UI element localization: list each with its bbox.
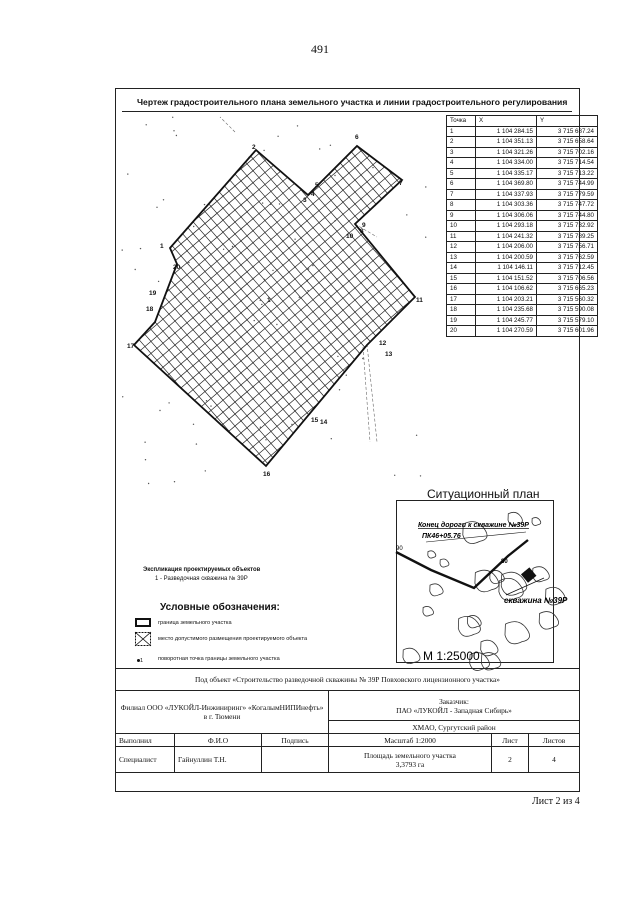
coordinates-row bbox=[447, 126, 598, 137]
coordinates-cell-y: 3 715 658.64 bbox=[537, 137, 598, 148]
coordinates-cell-y: 3 715 590.08 bbox=[537, 305, 598, 316]
situation-scale: М 1:25000 bbox=[423, 649, 480, 663]
coordinates-row bbox=[447, 189, 598, 200]
coordinates-cell-x: 1 104 146.11 bbox=[476, 263, 537, 274]
coordinates-cell-x: 1 104 200.59 bbox=[476, 252, 537, 263]
coordinates-cell-y: 3 715 747.72 bbox=[537, 200, 598, 211]
coordinates-cell-point: 17 bbox=[447, 294, 476, 305]
coordinates-cell-point: 15 bbox=[447, 273, 476, 284]
road-end-label: Конец дороги к скважине №39Р bbox=[418, 522, 529, 529]
coordinates-cell-y: 3 715 714.54 bbox=[537, 158, 598, 169]
coordinates-cell-x: 1 104 335.17 bbox=[476, 168, 537, 179]
stamp-col-sheet: Лист bbox=[492, 734, 529, 747]
explication-title: Экспликация проектируемых объектов bbox=[143, 567, 261, 573]
header-y: Y bbox=[537, 116, 598, 127]
point-label: 4 bbox=[311, 191, 315, 198]
coordinates-cell-x: 1 104 293.18 bbox=[476, 221, 537, 232]
coordinates-cell-point: 12 bbox=[447, 242, 476, 253]
point-label: 11 bbox=[416, 297, 423, 304]
coordinates-row bbox=[447, 273, 598, 284]
stamp-customer-name: ПАО «ЛУКОЙЛ - Западная Сибирь» bbox=[396, 705, 512, 715]
header-x: X bbox=[476, 116, 537, 127]
coordinates-cell-y: 3 715 779.59 bbox=[537, 189, 598, 200]
coordinates-cell-y: 3 715 706.56 bbox=[537, 273, 598, 284]
legend-point-label: поворотная точка границы земельного участка bbox=[158, 656, 280, 662]
coordinates-cell-point: 16 bbox=[447, 284, 476, 295]
coordinates-cell-point: 6 bbox=[447, 179, 476, 190]
coordinates-cell-point: 1 bbox=[447, 126, 476, 137]
coordinates-cell-y: 3 715 702.16 bbox=[537, 147, 598, 158]
coordinates-cell-point: 2 bbox=[447, 137, 476, 148]
legend-point-marker: 1 bbox=[140, 658, 144, 664]
coordinates-cell-y: 3 715 732.92 bbox=[537, 221, 598, 232]
stamp-signature bbox=[262, 747, 329, 773]
coordinates-cell-point: 13 bbox=[447, 252, 476, 263]
legend-boundary-label: граница земельного участка bbox=[158, 620, 232, 626]
coordinates-cell-y: 3 715 744.80 bbox=[537, 210, 598, 221]
coordinates-cell-x: 1 104 241.32 bbox=[476, 231, 537, 242]
coordinates-table bbox=[446, 115, 598, 337]
point-label: 9 bbox=[362, 222, 366, 229]
coordinates-row bbox=[447, 231, 598, 242]
coordinates-cell-y: 3 715 665.23 bbox=[537, 284, 598, 295]
coordinates-cell-y: 3 715 713.22 bbox=[537, 168, 598, 179]
legend-title: Условные обозначения: bbox=[160, 602, 280, 613]
coordinates-cell-y: 3 715 744.99 bbox=[537, 179, 598, 190]
situation-map bbox=[396, 500, 568, 663]
header-point: Точка bbox=[447, 116, 476, 127]
coordinates-cell-x: 1 104 337.93 bbox=[476, 189, 537, 200]
coordinates-cell-y: 3 715 560.32 bbox=[537, 294, 598, 305]
drawing-title: Чертеж градостроительного плана земельного участка и линии градостроительного регулирования bbox=[137, 97, 568, 107]
side-number: 90 bbox=[396, 546, 403, 552]
coordinates-cell-y: 3 715 789.25 bbox=[537, 231, 598, 242]
coordinates-row bbox=[447, 179, 598, 190]
coordinates-cell-x: 1 104 369.80 bbox=[476, 179, 537, 190]
point-label: 7 bbox=[399, 180, 403, 187]
coordinates-cell-x: 1 104 151.52 bbox=[476, 273, 537, 284]
coordinates-row bbox=[447, 326, 598, 337]
coordinates-row bbox=[447, 284, 598, 295]
point-label: 10 bbox=[346, 233, 354, 240]
stamp-col-sign: Подпись bbox=[262, 734, 329, 747]
coordinates-cell-x: 1 104 206.00 bbox=[476, 242, 537, 253]
point-label: 18 bbox=[146, 306, 154, 313]
coordinates-header-row bbox=[447, 116, 598, 127]
point-label: 6 bbox=[355, 134, 359, 141]
coordinates-cell-point: 10 bbox=[447, 221, 476, 232]
coordinates-cell-point: 19 bbox=[447, 315, 476, 326]
contour-number: 80 bbox=[501, 559, 508, 565]
coordinates-cell-x: 1 104 334.00 bbox=[476, 158, 537, 169]
coordinates-cell-x: 1 104 245.77 bbox=[476, 315, 537, 326]
stamp-role: Специалист bbox=[116, 747, 175, 773]
stamp-sheet: 2 bbox=[492, 747, 529, 773]
coordinates-row bbox=[447, 263, 598, 274]
coordinates-cell-x: 1 104 235.68 bbox=[476, 305, 537, 316]
situation-plan-title: Ситуационный план bbox=[427, 487, 540, 501]
coordinates-cell-y: 3 715 756.71 bbox=[537, 242, 598, 253]
coordinates-cell-point: 3 bbox=[447, 147, 476, 158]
land-plot-drawing bbox=[115, 112, 450, 492]
coordinates-cell-y: 3 715 712.45 bbox=[537, 263, 598, 274]
stamp-customer-label: Заказчик: bbox=[439, 696, 469, 706]
sheet-footer: Лист 2 из 4 bbox=[532, 796, 580, 807]
coordinates-row bbox=[447, 147, 598, 158]
coordinates-cell-x: 1 104 306.06 bbox=[476, 210, 537, 221]
coordinates-row bbox=[447, 294, 598, 305]
well-label: скважина №39Р bbox=[504, 596, 568, 605]
stamp-region: ХМАО, Сургутский район bbox=[329, 721, 580, 734]
coordinates-row bbox=[447, 210, 598, 221]
plot-boundary bbox=[134, 146, 415, 466]
coordinates-cell-point: 20 bbox=[447, 326, 476, 337]
point-label: 2 bbox=[252, 144, 256, 151]
coordinates-row bbox=[447, 221, 598, 232]
coordinates-row bbox=[447, 242, 598, 253]
stamp-object: Под объект «Строительство разведочной скважины № 39Р Повховского лицензионного участка» bbox=[116, 669, 580, 691]
coordinates-row bbox=[447, 315, 598, 326]
coordinates-cell-point: 4 bbox=[447, 158, 476, 169]
coordinates-cell-point: 5 bbox=[447, 168, 476, 179]
coordinates-cell-x: 1 104 303.36 bbox=[476, 200, 537, 211]
stamp-scale: Масштаб 1:2000 bbox=[329, 734, 492, 747]
coordinates-row bbox=[447, 252, 598, 263]
stamp-area-value: 3,3793 га bbox=[395, 759, 425, 769]
coordinates-cell-x: 1 104 203.21 bbox=[476, 294, 537, 305]
stamp-area-label: Площадь земельного участка bbox=[364, 750, 456, 760]
title-block bbox=[115, 668, 580, 773]
coordinates-cell-x: 1 104 321.26 bbox=[476, 147, 537, 158]
coordinates-cell-point: 9 bbox=[447, 210, 476, 221]
object-label: 1 bbox=[267, 297, 271, 304]
coordinates-row bbox=[447, 158, 598, 169]
coordinates-cell-x: 1 104 270.59 bbox=[476, 326, 537, 337]
point-label: 1 bbox=[160, 243, 164, 250]
coordinates-cell-point: 14 bbox=[447, 263, 476, 274]
point-label: 20 bbox=[173, 264, 181, 271]
stamp-col-name: Ф.И.О bbox=[175, 734, 262, 747]
legend-hatch-label: место допустимого размещения проектируемого объекта bbox=[158, 636, 308, 642]
stamp-customer bbox=[329, 691, 580, 721]
point-label: 8 bbox=[360, 228, 364, 235]
coordinates-row bbox=[447, 168, 598, 179]
coordinates-row bbox=[447, 305, 598, 316]
legend-hatch-swatch bbox=[135, 632, 151, 646]
stamp-name: Гайнуллин Т.Н. bbox=[175, 747, 262, 773]
coordinates-cell-point: 8 bbox=[447, 200, 476, 211]
coordinates-cell-x: 1 104 284.15 bbox=[476, 126, 537, 137]
stamp-col-sheets: Листов bbox=[529, 734, 580, 747]
point-label: 14 bbox=[320, 419, 328, 426]
legend-point-swatch bbox=[137, 658, 143, 664]
coordinates-cell-y: 3 715 601.96 bbox=[537, 326, 598, 337]
coordinates-cell-y: 3 715 579.10 bbox=[537, 315, 598, 326]
explication-item: 1 - Разведочная скважина № 39Р bbox=[155, 576, 248, 582]
stamp-organization: Филиал ООО «ЛУКОЙЛ-Инжиниринг» «КогалымНИПИнефть» в г. Тюмени bbox=[116, 691, 329, 734]
stamp-col-performed: Выполнил bbox=[116, 734, 175, 747]
coordinates-cell-y: 3 715 687.24 bbox=[537, 126, 598, 137]
point-label: 19 bbox=[149, 290, 157, 297]
coordinates-cell-point: 7 bbox=[447, 189, 476, 200]
coordinates-cell-point: 11 bbox=[447, 231, 476, 242]
stamp-sheets: 4 bbox=[529, 747, 580, 773]
page-number: 491 bbox=[311, 42, 329, 56]
point-label: 12 bbox=[379, 340, 387, 347]
explication bbox=[143, 567, 260, 582]
coordinates-cell-x: 1 104 106.62 bbox=[476, 284, 537, 295]
point-label: 16 bbox=[263, 471, 271, 478]
coordinates-cell-y: 3 715 762.59 bbox=[537, 252, 598, 263]
coordinates-cell-point: 18 bbox=[447, 305, 476, 316]
coordinates-row bbox=[447, 137, 598, 148]
point-label: 5 bbox=[315, 182, 319, 189]
pk-label: ПК46+05.76 bbox=[422, 533, 461, 540]
point-label: 17 bbox=[127, 343, 135, 350]
coordinates-cell-x: 1 104 351.13 bbox=[476, 137, 537, 148]
legend-boundary-swatch bbox=[135, 618, 151, 627]
point-label: 13 bbox=[385, 351, 393, 358]
point-label: 3 bbox=[303, 197, 307, 204]
stamp-area bbox=[329, 747, 492, 773]
coordinates-row bbox=[447, 200, 598, 211]
point-label: 15 bbox=[311, 417, 319, 424]
